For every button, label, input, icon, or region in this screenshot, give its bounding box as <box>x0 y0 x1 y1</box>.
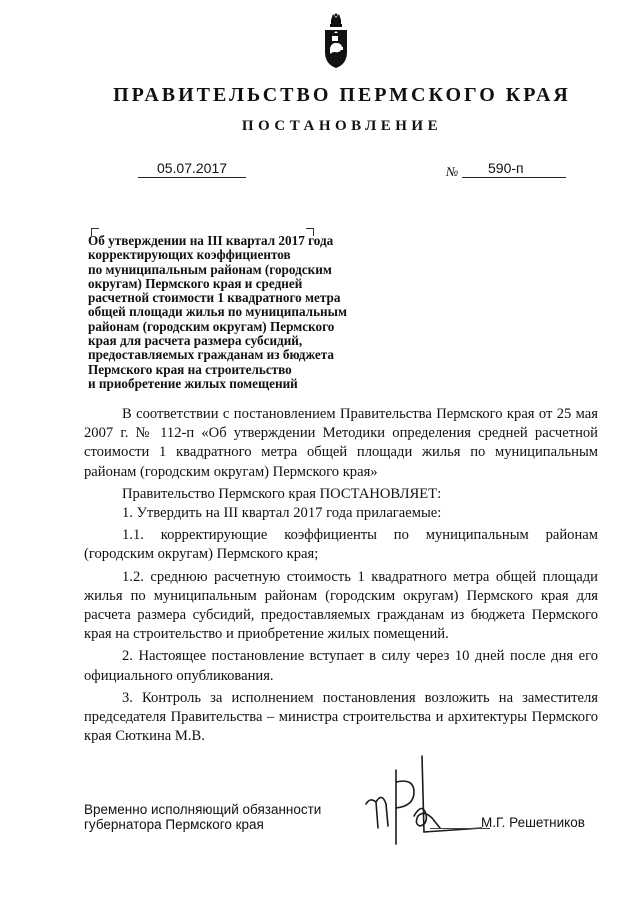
clause-1-2: 1.2. среднюю расчетную стоимость 1 квадратного метра общей площади жилья по муниципальным районам (городским округам) Пермского края для расчета размера субсидий, предоставляемых гражданам из бюджета Пермского края на строительство и приобретение жилых помещений. <box>84 568 598 643</box>
signer-position-line: губернатора Пермского края <box>84 817 264 832</box>
subject-line: Об утверждении на III квартал 2017 года <box>88 233 334 248</box>
number-sign: № <box>446 164 459 179</box>
signer-position <box>84 802 324 832</box>
clause-2: 2. Настоящее постановление вступает в силу через 10 дней после дня его официального опубликования. <box>84 648 598 684</box>
resolution-body <box>84 405 598 746</box>
subject-line: расчетной стоимости 1 квадратного метра <box>88 290 341 306</box>
subject-line: края для расчета размера субсидий, <box>88 333 303 349</box>
organization-title: ПРАВИТЕЛЬСТВО ПЕРМСКОГО КРАЯ <box>113 84 571 106</box>
signer-name: М.Г. Решетников <box>481 815 585 830</box>
clause-3: 3. Контроль за исполнением постановления возложить на заместителя председателя Правительства – министра строительства и архитектуры Пермского края Сюткина М.В. <box>84 689 598 745</box>
subject-line: общей площади жилья по муниципальным <box>88 304 347 320</box>
clause-1-1: 1.1. корректирующие коэффициенты по муниципальным районам (городским округам) Пермского края; <box>84 527 598 563</box>
signer-position-line: Временно исполняющий обязанности <box>84 802 322 817</box>
document-type: ПОСТАНОВЛЕНИЕ <box>241 118 443 134</box>
subject-line: корректирующих коэффициентов <box>88 247 291 263</box>
clause-1: 1. Утвердить на III квартал 2017 года прилагаемые: <box>122 505 442 522</box>
subject-heading <box>88 234 388 391</box>
handwritten-signature <box>352 752 482 847</box>
subject-line: Пермского края на строительство <box>88 361 292 377</box>
subject-line: по муниципальным районам (городским <box>88 261 332 277</box>
document-date: 05.07.2017 <box>138 160 246 178</box>
resolves-paragraph: Правительство Пермского края ПОСТАНОВЛЯЕТ: <box>122 485 442 502</box>
subject-line: предоставляемых гражданам из бюджета <box>88 347 334 363</box>
coat-of-arms-icon <box>322 12 350 70</box>
subject-line: округам) Пермского края и средней <box>88 275 303 291</box>
subject-line: районам (городским округам) Пермского <box>88 318 335 334</box>
subject-line: и приобретение жилых помещений <box>88 375 298 391</box>
preamble-paragraph: В соответствии с постановлением Правительства Пермского края от 25 мая 2007 г. № 112-п «Об утверждении Методики определения средней расчетной стоимости 1 квадратного метра общей площади жилья по муниципальным районам (городским округам) Пермского края» <box>84 406 598 480</box>
document-number: 590-п <box>462 160 566 178</box>
